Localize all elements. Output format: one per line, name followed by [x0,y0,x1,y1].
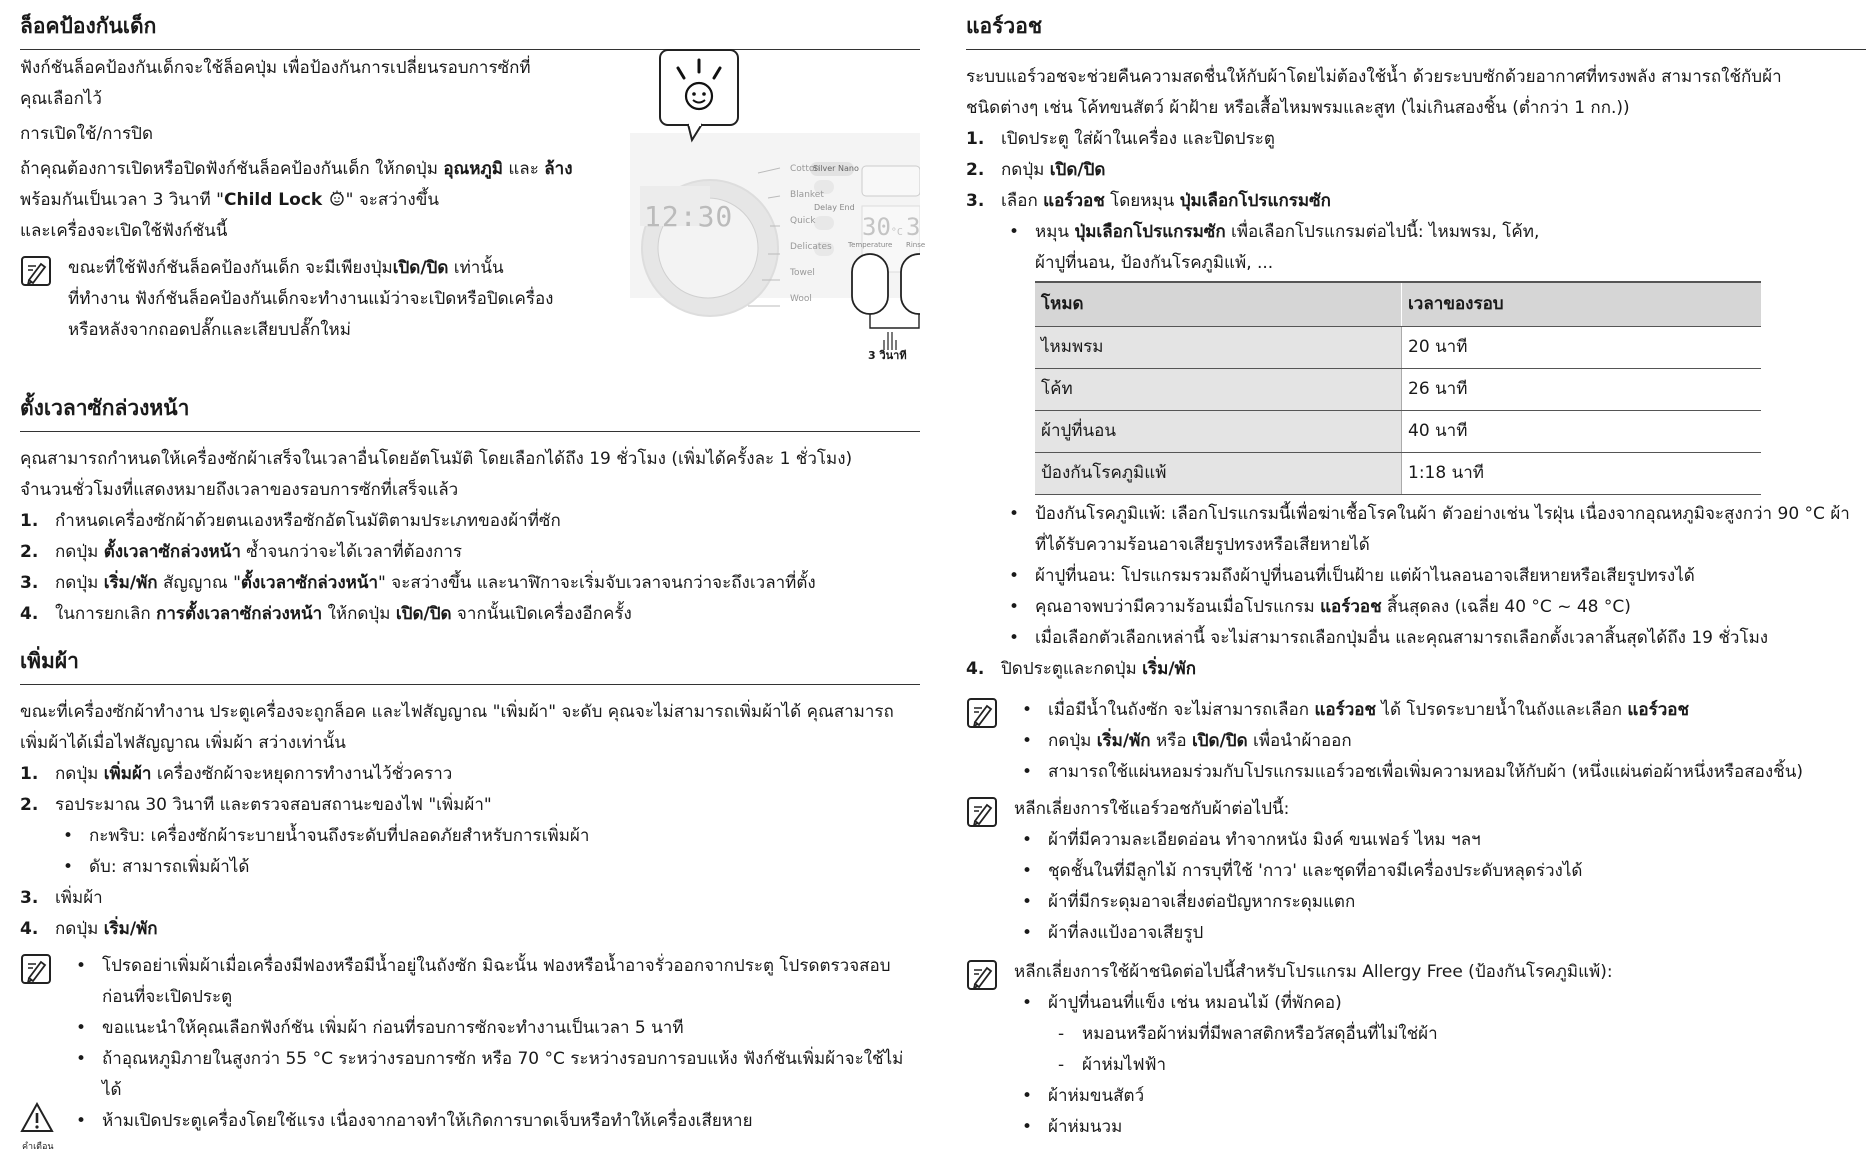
control-name-cycle-selector: ปุ่มเลือกโปรแกรมซัก [1074,222,1226,242]
text-run: ได้ โปรดระบายน้ำในถังและเลือก [1376,700,1628,720]
allergy-list [1014,988,1866,1143]
badge-silver-nano: Silver Nano [813,164,859,173]
table-cell-mode: ไหมพรม [1035,327,1402,369]
badge-delay-end: Delay End [814,203,855,212]
child-lock-note-line3: หรือหลังจากถอดปลั๊กและเสียบปลั๊กใหม่ [68,320,351,340]
button-name-power: เปิด/ปิด [395,604,452,624]
child-lock-note [20,253,620,346]
control-name-cycle-selector: ปุ่มเลือกโปรแกรมซัก [1179,191,1331,211]
air-wash-section [966,10,1866,1143]
table-row [1035,369,1761,411]
text-run: เมื่อมีน้ำในถังซัก จะไม่สามารถเลือก [1048,700,1315,720]
display-time-readout: 12:30 [644,200,734,233]
text-run: เพื่อนำผ้าออก [1247,731,1352,751]
program-label-blanket: Blanket [790,190,824,200]
allergy-free-note [966,957,1866,1143]
air-wash-intro-line1: ระบบแอร์วอชจะช่วยคืนความสดชื่นให้กับผ้าโดยไม่ต้องใช้น้ำ ด้วยระบบซักด้วยอากาศที่ทรงพลัง สามารถใช้กับผ้า [966,67,1782,87]
add-wash-step-2: 2. รอประมาณ 30 วินาที และตรวจสอบสถานะของไฟ "เพิ่มผ้า" • กะพริบ: เครื่องซักผ้าระบายน้ำจนถึงระดับที่ปลอดภัยสำหรับการเพิ่มผ้า • ดับ: สามารถเพิ่มผ้าได้ [20,790,920,883]
text-run: จากนั้นเปิดเครื่องอีกครั้ง [451,604,632,624]
list-item [1014,988,1866,1081]
delay-end-step-2: 2. กดปุ่ม ตั้งเวลาซักล่วงหน้า ซ้ำจนกว่าจะได้เวลาที่ต้องการ [20,542,463,562]
air-wash-note-list [1014,695,1866,788]
temp-readout-unit: °C [890,227,903,238]
text-run: ปิดประตูและกดปุ่ม [1001,659,1143,679]
list-item [1001,217,1866,279]
delay-end-step-4: 4. ในการยกเลิก การตั้งเวลาซักล่วงหน้า ให้กดปุ่ม เปิด/ปิด จากนั้นเปิดเครื่องอีกครั้ง [20,604,632,624]
text-run: รอประมาณ 30 วินาที และตรวจสอบสถานะของไฟ "เพิ่มผ้า" [55,795,492,815]
button-name-start-pause: เริ่ม/พัก [1142,659,1197,679]
air-wash-intro-line2: ชนิดต่างๆ เช่น โค้ทขนสัตว์ ผ้าฝ้าย หรือเสื้อไหมพรมและสูท (ไม่เกินสองชิ้น (ต่ำกว่า 1 กก.)) [966,98,1630,118]
text-run: เพื่อเลือกโปรแกรมต่อไปนี้: ไหมพรม, โค้ท, [1225,222,1540,242]
text-run: หมุน [1035,222,1075,242]
delay-end-intro-line2: จำนวนชั่วโมงที่แสดงหมายถึงเวลาของรอบการซักที่เสร็จแล้ว [20,480,459,500]
program-label-wool: Wool [790,294,812,304]
text-run: ซ้ำจนกว่าจะได้เวลาที่ต้องการ [240,542,463,562]
section-title-child-lock: ล็อคป้องกันเด็ก [20,10,920,50]
button-name-power: เปิด/ปิด [1191,731,1248,751]
button-name-start-pause: เริ่ม/พัก [1096,731,1151,751]
text-run: สิ้นสุดลง (เฉลี่ย 40 °C ~ 48 °C) [1381,597,1631,617]
list-item: • ผ้าที่ลงแป้งอาจเสียรูป [1014,918,1866,949]
delay-end-intro-line1: คุณสามารถกำหนดให้เครื่องซักผ้าเสร็จในเวลาอื่นโดยอัตโนมัติ โดยเลือกได้ถึง 19 ชั่วโมง (เพิ่มได้ครั้งละ 1 ชั่วโมง) [20,449,853,469]
button-name-power: เปิด/ปิด [392,258,449,278]
add-wash-section [20,645,920,1152]
text-run: กดปุ่ม [55,764,104,784]
text-run: กดปุ่ม [55,919,104,939]
table-header-cycle-time: เวลาของรอบ [1402,282,1762,327]
rinse-button-label: Rinse [906,241,926,249]
child-lock-subtitle: การเปิดใช้/การปิด [20,124,153,144]
note-pencil-icon [966,796,1000,830]
text-run: ให้กดปุ่ม [322,604,396,624]
delay-end-section [20,392,920,630]
control-panel-illustration [630,48,926,368]
add-wash-note [20,951,920,1106]
text-run: ป้องกันโรคภูมิแพ้: เลือกโปรแกรมนี้เพื่อฆ่าเชื้อโรคในผ้า ตัวอย่างเช่น ไรฝุ่น เนื่องจากอุณหภูมิจะสูงกว่า 90 °C ผ้า [1035,504,1850,524]
list-item: - ผ้าห่มไฟฟ้า [1048,1050,1866,1081]
temp-readout [862,213,903,241]
note-pencil-icon [966,959,1000,993]
text-run: โปรดอย่าเพิ่มผ้าเมื่อเครื่องมีฟองหรือมีน้ำอยู่ในถังซัก มิฉะนั้น ฟองหรือน้ำอาจรั่วออกจากประตู โปรดตรวจสอบ [102,956,891,976]
table-row [1035,453,1761,495]
program-name-air-wash: แอร์วอช [1314,700,1377,720]
table-cell-time: 20 นาที [1402,327,1762,369]
text-run: หรือ [1150,731,1192,751]
delay-end-step-1: 1. กำหนดเครื่องซักผ้าด้วยตนเองหรือซักอัตโนมัติตามประเภทของผ้าที่ซัก [20,511,561,531]
section-title-delay-end: ตั้งเวลาซักล่วงหน้า [20,392,920,432]
add-wash-warning-list [68,1106,920,1137]
air-wash-note [966,695,1866,788]
note-pencil-icon [966,697,1000,731]
child-lock-instruction-line2 [20,185,620,216]
text-run: เลือก [1001,191,1044,211]
allergy-sublist [1048,1019,1866,1081]
list-item: • ดับ: สามารถเพิ่มผ้าได้ [55,852,920,883]
add-wash-note-list [68,951,920,1106]
avoid-note-title: หลีกเลี่ยงการใช้แอร์วอชกับผ้าต่อไปนี้: [1014,799,1290,819]
child-lock-note-line1 [48,253,620,284]
allergy-note-title: หลีกเลี่ยงการใช้ผ้าชนิดต่อไปนี้สำหรับโปรแกรม Allergy Free (ป้องกันโรคภูมิแพ้): [1014,962,1613,982]
text-run: พร้อมกันเป็นเวลา 3 วินาที " [20,190,224,210]
function-name-delay-end: การตั้งเวลาซักล่วงหน้า [156,604,323,624]
text-run: เปิดประตู ใส่ผ้าในเครื่อง และปิดประตู [1001,129,1275,149]
list-item [1014,726,1866,757]
air-wash-steps [966,124,1866,685]
list-item [1001,592,1866,623]
program-label-delicates: Delicates [790,242,832,252]
table-cell-mode: โค้ท [1035,369,1402,411]
air-wash-step-2: 2. กดปุ่ม เปิด/ปิด [966,160,1106,180]
list-item: • ผ้าห่มนวม [1014,1112,1866,1143]
add-wash-intro-line1: ขณะที่เครื่องซักผ้าทำงาน ประตูเครื่องจะถูกล็อค และไฟสัญญาณ "เพิ่มผ้า" จะดับ คุณจะไม่สามารถเพิ่มผ้าได้ คุณสามารถ [20,702,894,722]
air-wash-step-4: 4. ปิดประตูและกดปุ่ม เริ่ม/พัก [966,659,1197,679]
list-item: • กะพริบ: เครื่องซักผ้าระบายน้ำจนถึงระดับที่ปลอดภัยสำหรับการเพิ่มผ้า [55,821,920,852]
text-run: ผ้าปูที่นอนที่แข็ง เช่น หมอนไม้ (ที่พักคอ) [1048,993,1342,1013]
note-pencil-icon [20,953,54,987]
text-run: ถ้าคุณต้องการเปิดหรือปิดฟังก์ชันล็อคป้องกันเด็ก ให้กดปุ่ม [20,159,444,179]
list-item: • ผ้าที่มีความละเอียดอ่อน ทำจากหนัง มิงค์ ขนเฟอร์ ไหม ฯลฯ [1014,825,1866,856]
table-cell-mode: ป้องกันโรคภูมิแพ้ [1035,453,1402,495]
section-title-air-wash: แอร์วอช [966,10,1866,50]
button-name-rinse: ล้าง [544,159,573,179]
child-lock-instruction-line1 [20,154,620,185]
program-label-quick: Quick [790,216,816,226]
button-name-power: เปิด/ปิด [1049,160,1106,180]
avoid-list [1014,825,1866,949]
program-label-towel: Towel [790,268,815,278]
table-cell-time: 26 นาที [1402,369,1762,411]
text-run: ในการยกเลิก [55,604,157,624]
text-run: ที่ได้รับความร้อนอาจเสียรูปทรงหรือเสียหายได้ [1035,535,1370,555]
text-run: ขณะที่ใช้ฟังก์ชันล็อคป้องกันเด็ก จะมีเพียงปุ่ม [68,258,393,278]
list-item: • ผ้าที่มีกระดุมอาจเสี่ยงต่อปัญหากระดุมแตก [1014,887,1866,918]
child-lock-instruction-line3: และเครื่องจะเปิดใช้ฟังก์ชันนี้ [20,221,228,241]
program-label-cotton: Cotton [790,164,821,174]
list-item [1001,499,1866,561]
air-wash-program-notes [1001,499,1866,654]
list-item: • ถ้าอุณหภูมิภายในสูงกว่า 55 °C ระหว่างรอบการซัก หรือ 70 °C ระหว่างรอบการอบแห้ง ฟังก์ชันเพิ่มผ้าจะใช้ไม่ได้ [68,1044,920,1106]
hold-duration-caption: 3 วินาที [868,349,907,362]
child-lock-note-line2: ที่ทำงาน ฟังก์ชันล็อคป้องกันเด็กจะทำงานแม้ว่าจะเปิดหรือปิดเครื่อง [68,289,554,309]
text-run: ผ้าปูที่นอน, ป้องกันโรคภูมิแพ้, ... [1035,253,1274,273]
text-run: เพิ่มผ้า [55,888,103,908]
air-wash-step-1: 1. เปิดประตู ใส่ผ้าในเครื่อง และปิดประตู [966,129,1275,149]
text-run: กดปุ่ม [1001,160,1050,180]
text-run: กดปุ่ม [55,542,104,562]
table-cell-mode: ผ้าปูที่นอน [1035,411,1402,453]
child-lock-body [20,53,620,346]
list-item: • ขอแนะนำให้คุณเลือกฟังก์ชัน เพิ่มผ้า ก่อนที่รอบการซักจะทำงานเป็นเวลา 5 นาที [68,1013,920,1044]
program-labels [790,156,832,312]
button-name-temperature: อุณหภูมิ [443,159,503,179]
button-name-add-wash: เพิ่มผ้า [103,764,152,784]
add-wash-steps [20,759,920,945]
list-item: • สามารถใช้แผ่นหอมร่วมกับโปรแกรมแอร์วอชเพื่อเพิ่มความหอมให้กับผ้า (หนึ่งแผ่นต่อผ้าหนึ่งหรือสองชิ้น) [1014,757,1866,788]
add-wash-step-4: 4. กดปุ่ม เริ่ม/พัก [20,919,158,939]
note-pencil-icon [20,255,54,289]
program-name-air-wash: แอร์วอช [1043,191,1105,211]
text-run: สัญญาณ " [157,573,241,593]
button-name-start-pause: เริ่ม/พัก [103,919,158,939]
add-wash-step-1: 1. กดปุ่ม เพิ่มผ้า เครื่องซักผ้าจะหยุดการทำงานไว้ชั่วคราว [20,764,453,784]
table-header-row [1035,282,1761,327]
delay-end-steps [20,506,920,630]
list-item: • ผ้าห่มขนสัตว์ [1014,1081,1866,1112]
text-run: " จะสว่างขึ้น [345,190,439,210]
text-run: กดปุ่ม [1048,731,1097,751]
rinse-readout: 3 [906,213,921,241]
air-wash-avoid-note [966,794,1866,949]
button-name-delay-end: ตั้งเวลาซักล่วงหน้า [103,542,241,562]
list-item [68,951,920,1013]
list-item: • เมื่อเลือกตัวเลือกเหล่านี้ จะไม่สามารถเลือกปุ่มอื่น และคุณสามารถเลือกตั้งเวลาสิ้นสุดได้ถึง 19 ชั่วโมง [1001,623,1866,654]
table-row [1035,411,1761,453]
child-lock-intro-line2: คุณเลือกไว้ [20,89,102,109]
list-item [1014,695,1866,726]
add-wash-step-3: 3. เพิ่มผ้า [20,888,103,908]
text-run: กดปุ่ม [55,573,104,593]
button-name-start-pause: เริ่ม/พัก [103,573,158,593]
warning-triangle-icon [20,1102,54,1136]
temperature-button-label: Temperature [848,241,893,249]
cycle-time-table-wrap [1001,281,1866,495]
text-run: ก่อนที่จะเปิดประตู [102,987,233,1007]
add-wash-warning [20,1106,920,1152]
list-item: • ห้ามเปิดประตูเครื่องโดยใช้แรง เนื่องจากอาจทำให้เกิดการบาดเจ็บหรือทำให้เครื่องเสียหาย [68,1106,920,1137]
indicator-name-delay-end: ตั้งเวลาซักล่วงหน้า [240,573,379,593]
text-run: และ [502,159,545,179]
indicator-name-child-lock: Child Lock [223,190,323,210]
child-lock-section [20,10,920,50]
table-row [1035,327,1761,369]
list-item: • ผ้าปูที่นอน: โปรแกรมรวมถึงผ้าปูที่นอนที่เป็นฝ้าย แต่ผ้าไนลอนอาจเสียหายหรือเสียรูปทรงได้ [1001,561,1866,592]
text-run: โดยหมุน [1104,191,1180,211]
child-lock-face-icon [328,186,346,202]
add-wash-intro-line2: เพิ่มผ้าได้เมื่อไฟสัญญาณ เพิ่มผ้า สว่างเท่านั้น [20,733,346,753]
air-wash-step-3-bullets [1001,217,1866,279]
air-wash-step-3: 3. เลือก แอร์วอช โดยหมุน ปุ่มเลือกโปรแกรมซัก • หมุน ปุ่มเลือกโปรแกรมซัก เพื่อเลือกโปรแกรมต่อไปนี้: ไหมพรม, โค้ท, ผ้าปูที่นอน, ป้องกันโรคภูมิแพ้, ... โหมด เวลาของรอบ ไหมพรม 20 นาที โค้ท 26 นาที ผ้าปูที่นอน 40 นาที ป้องกันโรคภูมิแพ้ 1:18 นาที • ป้องกันโรคภูมิแพ้: เลือกโปรแกรมนี้เพื่อฆ่าเชื้อโรคในผ้า ตัวอย่างเช่น ไรฝุ่น เนื่องจากอุณหภูมิจะสูงกว่า 90 °C ผ้า ที่ได้รับความร้อนอาจเสียรูปทรงหรือเสียหายได้ • ผ้าปูที่นอน: โปรแกรมรวมถึงผ้าปูที่นอนที่เป็นฝ้าย แต่ผ้าไนลอนอาจเสียหายหรือเสียรูปทรงได้ • คุณอาจพบว่ามีความร้อนเมื่อโปรแกรม แอร์วอช สิ้นสุดลง (เฉลี่ย 40 °C ~ 48 °C) • เมื่อเลือกตัวเลือกเหล่านี้ จะไม่สามารถเลือกปุ่มอื่น และคุณสามารถเลือกตั้งเวลาสิ้นสุดได้ถึง 19 ชั่วโมง [966,186,1866,654]
temp-readout-value: 30 [862,213,891,241]
text-run: เท่านั้น [448,258,504,278]
section-title-add-wash: เพิ่มผ้า [20,645,920,685]
warning-caption: คำเตือน [22,1142,54,1152]
child-lock-intro-line1: ฟังก์ชันล็อคป้องกันเด็กจะใช้ล็อคปุ่ม เพื่อป้องกันการเปลี่ยนรอบการซักที่ [20,58,531,78]
table-cell-time: 1:18 นาที [1402,453,1762,495]
list-item: - หมอนหรือผ้าห่มที่มีพลาสติกหรือวัสดุอื่นที่ไม่ใช่ผ้า [1048,1019,1866,1050]
add-wash-step-2-bullets [55,821,920,883]
text-run: กำหนดเครื่องซักผ้าด้วยตนเองหรือซักอัตโนมัติตามประเภทของผ้าที่ซัก [55,511,561,531]
program-name-air-wash: แอร์วอช [1320,597,1382,617]
table-cell-time: 40 นาที [1402,411,1762,453]
text-run: เครื่องซักผ้าจะหยุดการทำงานไว้ชั่วคราว [151,764,453,784]
text-run: " จะสว่างขึ้น และนาฬิกาจะเริ่มจับเวลาจนกว่าจะถึงเวลาที่ตั้ง [378,573,816,593]
text-run: คุณอาจพบว่ามีความร้อนเมื่อโปรแกรม [1035,597,1321,617]
delay-end-step-3: 3. กดปุ่ม เริ่ม/พัก สัญญาณ "ตั้งเวลาซักล่วงหน้า" จะสว่างขึ้น และนาฬิกาจะเริ่มจับเวลาจนกว่าจะถึงเวลาที่ตั้ง [20,573,816,593]
program-name-air-wash: แอร์วอช [1627,700,1689,720]
cycle-time-table [1035,281,1761,495]
list-item: • ชุดชั้นในที่มีลูกไม้ การบุที่ใช้ 'กาว' และชุดที่อาจมีเครื่องประดับหลุดร่วงได้ [1014,856,1866,887]
table-header-mode: โหมด [1035,282,1402,327]
